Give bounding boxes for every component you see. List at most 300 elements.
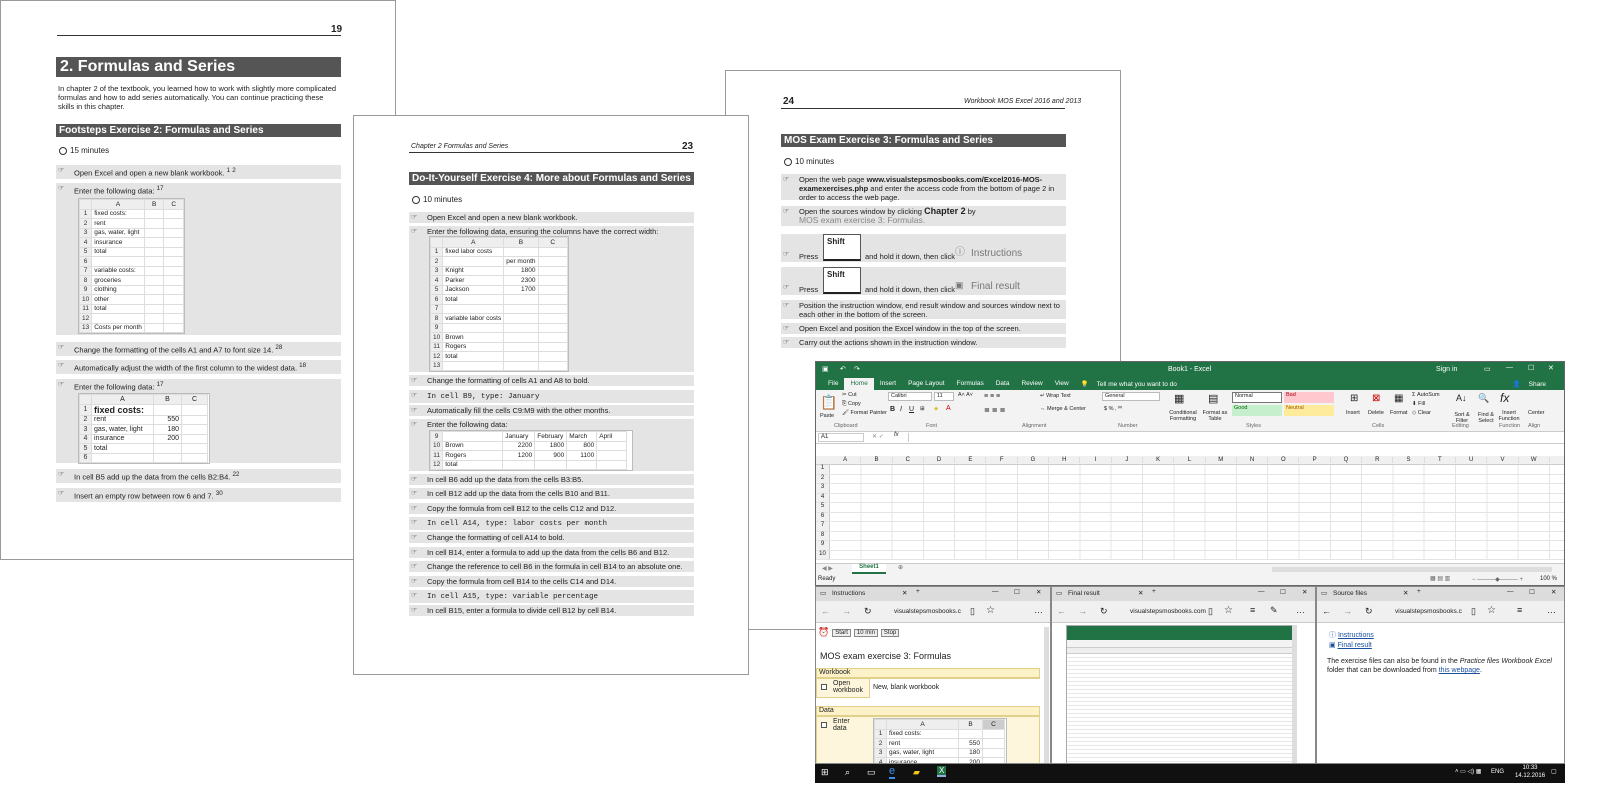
style-normal[interactable]: Normal: [1232, 392, 1282, 403]
fill-button[interactable]: ⬇ Fill: [1412, 401, 1426, 407]
header-rule: [781, 108, 1065, 109]
step-text: Change the formatting of cells A1 and A8 to bold.: [427, 376, 590, 385]
sheet-tab[interactable]: Sheet1: [852, 564, 886, 574]
tab-data[interactable]: Data: [995, 380, 1010, 387]
tell-me-box[interactable]: 💡 Tell me what you want to do: [1075, 378, 1189, 390]
column-header[interactable]: F: [987, 457, 1018, 463]
notifications-icon[interactable]: ▢: [1551, 769, 1557, 775]
paste-icon[interactable]: 📋: [820, 394, 838, 410]
font-color-icon[interactable]: A: [946, 405, 951, 412]
row-number: 7: [431, 304, 443, 314]
style-bad[interactable]: Bad: [1284, 392, 1334, 403]
cell: 800: [567, 441, 597, 451]
style-good[interactable]: Good: [1232, 405, 1282, 416]
info-text: The exercise files can also be found in the: [1327, 658, 1460, 665]
time-indicator: [412, 195, 462, 204]
zoom-slider[interactable]: − ———◆——— +: [1472, 577, 1523, 583]
refresh-icon[interactable]: ↻: [1100, 606, 1108, 616]
address-bar[interactable]: visualstepsmosbooks.c: [1395, 608, 1462, 615]
timer-duration[interactable]: 10 min: [854, 629, 878, 637]
hand-pointer-icon: ☞: [411, 476, 418, 483]
alarm-clock-icon: ⏰: [818, 627, 830, 637]
column-header[interactable]: P: [1300, 457, 1331, 463]
group-label-editing: Editing: [1452, 423, 1469, 429]
font-name-box[interactable]: Calibri: [888, 392, 932, 401]
cell: 900: [535, 451, 567, 461]
column-header[interactable]: R: [1362, 457, 1393, 463]
row-number: 4: [80, 238, 92, 248]
hand-pointer-icon: ☞: [783, 176, 790, 183]
step-text: Open Excel and position the Excel window in the top of the screen.: [799, 324, 1021, 333]
row-header[interactable]: 10: [816, 551, 830, 560]
clear-label: Clear: [1417, 410, 1431, 416]
format-cells-icon[interactable]: ▦: [1394, 393, 1404, 404]
hand-pointer-icon: ☞: [411, 490, 418, 497]
cell: 1700: [504, 285, 538, 295]
column-header[interactable]: E: [955, 457, 986, 463]
step: [409, 390, 694, 403]
row-number: 11: [431, 342, 443, 352]
back-icon[interactable]: ←: [821, 606, 830, 616]
step-text: Carry out the actions shown in the instruction window.: [799, 338, 978, 347]
worksheet-row[interactable]: [816, 465, 1564, 475]
conditional-formatting-icon[interactable]: ▦: [1174, 393, 1185, 405]
status-text: Ready: [818, 576, 836, 582]
currency-icon[interactable]: $ % ‚ ⁰⁰: [1104, 406, 1123, 412]
tab-view[interactable]: View: [1054, 380, 1069, 387]
col-header: C: [182, 395, 208, 405]
sort-icon[interactable]: A↓: [1456, 393, 1467, 403]
hand-pointer-icon: ☞: [58, 167, 65, 174]
hand-pointer-icon: ☞: [58, 344, 65, 351]
horizontal-scrollbar[interactable]: [1272, 567, 1552, 572]
step: [409, 561, 694, 572]
cell: Jackson: [443, 285, 504, 295]
merge-center-button[interactable]: ⇔ Merge & Center: [1040, 406, 1086, 412]
step-text: In cell B14, enter a formula to add up the data from the cells B6 and B12.: [427, 548, 670, 557]
final-result-link[interactable]: Final result: [1337, 642, 1372, 649]
delete-cells-button[interactable]: Delete: [1368, 410, 1384, 416]
insert-cells-button[interactable]: Insert: [1346, 410, 1360, 416]
redo-icon[interactable]: ↷: [854, 366, 860, 373]
tray-icons[interactable]: ˄ ▭ ◁) ▦: [1455, 769, 1482, 775]
column-header[interactable]: A: [830, 457, 861, 463]
note-icon[interactable]: ✎: [1270, 605, 1278, 615]
undo-icon[interactable]: ↶: [840, 366, 846, 373]
column-header[interactable]: I: [1080, 457, 1111, 463]
tab-insert[interactable]: Insert: [879, 380, 897, 387]
column-header[interactable]: M: [1206, 457, 1237, 463]
clock-date: 14.12.2016: [1515, 773, 1546, 779]
close-tab-icon[interactable]: ✕: [1403, 590, 1409, 597]
step-text: and enter the access code from the bottom of page 2 in order to access the web page.: [799, 184, 1055, 202]
more-icon[interactable]: …: [1034, 605, 1043, 615]
favorite-icon[interactable]: ☆: [1487, 605, 1496, 616]
sign-in-link[interactable]: Sign in: [1436, 366, 1458, 373]
step-text: Enter the following data, ensuring the columns have the correct width:: [427, 227, 659, 236]
column-header[interactable]: V: [1487, 457, 1518, 463]
sheet-table: [430, 237, 568, 371]
borders-icon[interactable]: ⊞: [920, 406, 925, 412]
number-format-box[interactable]: General: [1102, 392, 1160, 401]
cell: groceries: [92, 276, 145, 286]
minimize-icon[interactable]: —: [1507, 588, 1514, 595]
tab-title[interactable]: Instructions: [832, 590, 866, 597]
forward-icon[interactable]: →: [1078, 606, 1087, 616]
worksheet-row[interactable]: [816, 503, 1564, 513]
worksheet-row[interactable]: [816, 513, 1564, 523]
row-header[interactable]: 8: [816, 532, 830, 541]
align-left-icon[interactable]: ≣ ≣ ≣: [984, 407, 1006, 414]
close-icon[interactable]: ✕: [1302, 589, 1308, 596]
column-header[interactable]: H: [1049, 457, 1080, 463]
row-number: 6: [80, 453, 92, 463]
row-number: 5: [80, 444, 92, 454]
step-text: In cell B9, type: January: [427, 393, 540, 401]
function-icon[interactable]: fx: [894, 432, 899, 438]
hand-pointer-icon: ☞: [411, 377, 418, 384]
chapter-title: 2. Formulas and Series: [56, 57, 341, 77]
step-text: Automatically fill the cells C9:M9 with the other months.: [427, 406, 611, 415]
hand-pointer-icon: ☞: [411, 563, 418, 570]
column-header[interactable]: B: [861, 457, 892, 463]
minimize-icon[interactable]: —: [1506, 364, 1513, 371]
step: [409, 212, 694, 223]
step-text: Change the reference to cell B6 in the formula in cell B14 to an absolute one.: [427, 562, 683, 571]
page-number: 19: [331, 24, 343, 35]
step-ref: 17: [156, 185, 164, 192]
vertical-scrollbar[interactable]: [1292, 625, 1297, 763]
hand-pointer-icon: ☞: [783, 339, 790, 346]
reading-view-icon[interactable]: ▯: [970, 606, 975, 616]
share-label: Share: [1528, 381, 1546, 388]
cell: Knight: [443, 266, 504, 276]
hand-pointer-icon: ☞: [58, 490, 65, 497]
step: [409, 532, 694, 543]
row-header[interactable]: 5: [816, 503, 830, 512]
step-text: by: [967, 207, 976, 216]
step-text: Insert an empty row between row 6 and 7.: [74, 491, 214, 501]
browser-nav-bar: [1317, 601, 1564, 623]
stop-button[interactable]: Stop: [881, 629, 899, 637]
conditional-formatting-button[interactable]: Conditional Formatting: [1169, 410, 1197, 422]
page-icon: ▭: [1321, 590, 1328, 597]
column-header[interactable]: S: [1393, 457, 1424, 463]
back-icon[interactable]: ←: [1057, 606, 1066, 616]
close-icon[interactable]: ✕: [1551, 589, 1557, 596]
hand-pointer-icon: ☞: [411, 519, 418, 526]
sheet-nav-icon[interactable]: ◀ ▶: [822, 566, 833, 572]
row-header[interactable]: 7: [816, 522, 830, 531]
worksheet-row[interactable]: [816, 551, 1564, 561]
close-icon[interactable]: ✕: [1036, 589, 1042, 596]
edge-icon[interactable]: e: [889, 765, 896, 777]
column-header[interactable]: G: [1018, 457, 1049, 463]
browser-tab-bar: [1052, 587, 1315, 601]
address-bar[interactable]: visualstepsmosbooks.c: [894, 608, 961, 615]
new-tab-icon[interactable]: +: [916, 588, 920, 595]
new-tab-icon[interactable]: +: [1152, 588, 1156, 595]
clear-button[interactable]: ◇ Clear: [1412, 410, 1431, 416]
file-explorer-icon[interactable]: ▰: [913, 767, 920, 777]
hand-pointer-icon: ☞: [411, 592, 418, 599]
source-info-text: [1327, 657, 1559, 675]
tab-title[interactable]: Final result: [1068, 590, 1100, 597]
step-ref: 2: [232, 167, 236, 174]
worksheet-row[interactable]: [816, 494, 1564, 504]
cell: fixed labor costs: [443, 247, 504, 257]
worksheet-row[interactable]: [816, 522, 1564, 532]
format-painter-button[interactable]: 🖌 Format Painter: [842, 410, 887, 416]
close-tab-icon[interactable]: ✕: [1138, 590, 1144, 597]
insert-cells-icon[interactable]: ⊞: [1350, 393, 1359, 404]
step-text: Press: [799, 252, 819, 261]
column-header[interactable]: N: [1237, 457, 1268, 463]
instructions-button: Instructions: [971, 248, 1023, 259]
font-size-box[interactable]: 11: [934, 392, 954, 401]
underline-button[interactable]: U: [909, 406, 915, 413]
formula-input[interactable]: [908, 433, 1560, 442]
col-header: B: [959, 720, 983, 730]
hand-pointer-icon: ☞: [783, 284, 790, 291]
tab-title[interactable]: Source files: [1333, 590, 1367, 597]
column-header[interactable]: J: [1112, 457, 1143, 463]
windows-taskbar: [815, 764, 1565, 783]
column-header[interactable]: O: [1268, 457, 1299, 463]
maximize-icon[interactable]: ☐: [1529, 589, 1535, 596]
worksheet-row[interactable]: [816, 475, 1564, 485]
zoom-level: 100 %: [1540, 576, 1558, 582]
step: [56, 488, 341, 502]
tab-page-layout[interactable]: Page Layout: [908, 380, 945, 387]
cell: other: [92, 295, 145, 305]
forward-icon[interactable]: →: [842, 606, 851, 616]
italic-button[interactable]: I: [900, 406, 902, 413]
delete-cells-icon[interactable]: ⊠: [1372, 393, 1381, 404]
reading-view-icon[interactable]: ▯: [1471, 606, 1476, 616]
step-text: Change the formatting of cell A14 to bold.: [427, 533, 565, 542]
column-header[interactable]: W: [1519, 457, 1550, 463]
instructions-browser: [815, 586, 1051, 764]
add-sheet-icon[interactable]: ⊕: [898, 565, 904, 571]
row-header[interactable]: 6: [816, 513, 830, 522]
ribbon-options-icon[interactable]: ▭: [1484, 366, 1491, 373]
sort-filter-button[interactable]: Sort & Filter: [1454, 412, 1470, 424]
more-icon[interactable]: …: [1547, 605, 1556, 615]
grow-font-icon[interactable]: A˄ A˅: [958, 392, 973, 398]
col-header: C: [983, 720, 1005, 730]
column-header[interactable]: Q: [1331, 457, 1362, 463]
done-checkbox[interactable]: [821, 722, 827, 728]
autosum-button[interactable]: Σ AutoSum: [1412, 392, 1440, 398]
refresh-icon[interactable]: ↻: [864, 606, 872, 616]
address-bar[interactable]: visualstepsmosbooks.com: [1130, 608, 1206, 615]
format-as-table-button[interactable]: Format as Table: [1202, 410, 1228, 422]
paste-button[interactable]: Paste: [820, 413, 835, 419]
language-indicator[interactable]: ENG: [1491, 769, 1505, 775]
step-text: Automatically adjust the width of the first column to the widest data.: [74, 363, 298, 373]
refresh-icon[interactable]: ↻: [1365, 606, 1373, 616]
clock-icon: [412, 196, 420, 204]
column-header[interactable]: C: [893, 457, 924, 463]
browser-tab-bar: [816, 587, 1050, 601]
worksheet-grid[interactable]: [816, 456, 1564, 560]
row-header[interactable]: 4: [816, 494, 830, 503]
copy-label: Copy: [847, 401, 861, 407]
share-button[interactable]: 👤 Share: [1507, 378, 1558, 390]
find-select-button[interactable]: Find & Select: [1478, 412, 1494, 424]
start-button[interactable]: Start: [832, 629, 851, 637]
worksheet-row[interactable]: [816, 532, 1564, 542]
column-header[interactable]: K: [1143, 457, 1174, 463]
thumb-grid: [1067, 654, 1295, 764]
page-header: Chapter 2 Formulas and Series: [411, 143, 509, 150]
excel-taskbar-icon[interactable]: X: [939, 766, 945, 775]
instructions-link[interactable]: Instructions: [1337, 632, 1374, 639]
bold-button[interactable]: B: [890, 406, 896, 413]
webpage-link[interactable]: this webpage: [1438, 667, 1480, 674]
row-header[interactable]: 3: [816, 484, 830, 493]
cell: 550: [154, 415, 182, 425]
close-icon[interactable]: ✕: [1548, 365, 1554, 372]
fill-color-icon[interactable]: ◈: [934, 406, 939, 412]
sample-sheet-months: [429, 430, 633, 471]
final-result-button: Final result: [971, 281, 1020, 292]
minimize-icon[interactable]: —: [1258, 588, 1265, 595]
vertical-scrollbar[interactable]: [1044, 627, 1049, 763]
clock[interactable]: [1515, 764, 1545, 780]
cell: total: [92, 304, 145, 314]
copy-button[interactable]: ⎘ Copy: [842, 401, 861, 407]
center-button[interactable]: Center: [1528, 410, 1545, 416]
reading-view-icon[interactable]: ▯: [1208, 606, 1213, 616]
step: [781, 174, 1066, 200]
worksheet-row[interactable]: [816, 484, 1564, 494]
maximize-icon[interactable]: ☐: [1528, 365, 1535, 372]
row-number: 2: [431, 257, 443, 267]
step: [409, 474, 694, 485]
row-header[interactable]: 2: [816, 475, 830, 484]
view-normal-icon[interactable]: ▦ ▤ ▥: [1430, 576, 1451, 582]
cell: 2200: [503, 441, 535, 451]
row-number: 13: [80, 323, 92, 333]
maximize-icon[interactable]: ☐: [1014, 589, 1020, 596]
tab-file[interactable]: File: [828, 380, 839, 387]
column-header[interactable]: U: [1456, 457, 1487, 463]
insert-function-icon[interactable]: fx: [1500, 391, 1510, 405]
find-icon[interactable]: 🔍: [1478, 393, 1490, 403]
more-icon[interactable]: …: [1296, 605, 1305, 615]
style-neutral[interactable]: Neutral: [1284, 405, 1334, 416]
insert-function-button[interactable]: Insert Function: [1498, 410, 1520, 422]
format-table-icon[interactable]: ▤: [1208, 393, 1219, 405]
close-tab-icon[interactable]: ✕: [902, 590, 908, 597]
task-view-icon[interactable]: ▭: [867, 767, 876, 777]
step-text: In cell B5 add up the data from the cells B2:B4.: [74, 472, 231, 482]
fill-label: Fill: [1418, 401, 1426, 407]
formula-cancel-icon[interactable]: ✕ ✓: [872, 434, 884, 440]
cell: 1800: [504, 266, 538, 276]
page-number: 24: [783, 96, 795, 107]
workbook-section-header: Workbook: [816, 668, 1040, 678]
step: [409, 517, 694, 530]
row-number: 4: [875, 758, 887, 765]
cell: rent: [92, 415, 154, 425]
step-text: Open Excel and open a new blank workbook.: [427, 213, 578, 222]
tab-home[interactable]: Home: [844, 378, 873, 390]
worksheet-row[interactable]: [816, 541, 1564, 551]
cell: insurance: [887, 758, 959, 765]
hand-pointer-icon: ☞: [411, 534, 418, 541]
exercise-title: MOS exam exercise 3: Formulas: [820, 651, 952, 661]
header-rule: [57, 35, 341, 36]
row-header[interactable]: 9: [816, 541, 830, 550]
start-icon[interactable]: ⊞: [821, 767, 829, 777]
minimize-icon[interactable]: —: [992, 588, 999, 595]
row-number: 3: [431, 266, 443, 276]
cell: 200: [959, 758, 983, 765]
cut-button[interactable]: ✂ Cut: [842, 392, 857, 398]
tab-formulas[interactable]: Formulas: [956, 380, 984, 387]
row-number: 11: [80, 304, 92, 314]
step-text: In cell A14, type: labor costs per month: [427, 520, 608, 528]
hand-pointer-icon: ☞: [411, 607, 418, 614]
align-top-icon[interactable]: ≡ ≡ ≡: [984, 393, 1001, 400]
done-checkbox[interactable]: [821, 684, 827, 690]
format-cells-button[interactable]: Format: [1390, 410, 1408, 416]
row-number: 6: [80, 257, 92, 267]
group-label-function: Function: [1499, 423, 1521, 429]
maximize-icon[interactable]: ☐: [1280, 589, 1286, 596]
chapter-intro: In chapter 2 of the textbook, you learned how to work with slightly more complicated formulas and how to add series automatically. You can continue practicing these skills in this chapter.: [58, 84, 337, 111]
info-icon: ⓘ: [955, 247, 965, 258]
final-result-thumbnail: [1066, 625, 1296, 764]
wrap-text-label: Wrap Text: [1046, 393, 1071, 399]
group-label-clipboard: Clipboard: [834, 423, 858, 429]
step: [781, 300, 1066, 319]
column-header[interactable]: L: [1174, 457, 1205, 463]
new-tab-icon[interactable]: +: [1417, 588, 1421, 595]
col-header: A: [92, 395, 154, 405]
column-header[interactable]: T: [1425, 457, 1456, 463]
hand-pointer-icon: ☞: [783, 251, 790, 258]
forward-icon[interactable]: →: [1343, 606, 1352, 616]
wrap-text-button[interactable]: ↵ Wrap Text: [1040, 393, 1071, 399]
step: [409, 375, 694, 386]
clock-icon: [784, 158, 792, 166]
hub-icon[interactable]: ≡: [1517, 605, 1523, 615]
hand-pointer-icon: ☞: [411, 214, 418, 221]
hub-icon[interactable]: ≡: [1250, 605, 1256, 615]
favorite-icon[interactable]: ☆: [986, 605, 995, 616]
workbook-page-19: [0, 0, 396, 560]
timer-controls: [818, 627, 899, 638]
row-header[interactable]: 1: [816, 465, 830, 474]
tab-review[interactable]: Review: [1021, 380, 1043, 387]
save-icon[interactable]: ▣: [822, 366, 829, 373]
group-label-styles: Styles: [1246, 423, 1261, 429]
search-icon[interactable]: ⌕: [845, 767, 851, 777]
row-number: 3: [80, 228, 92, 238]
name-box[interactable]: A1: [818, 433, 864, 442]
back-icon[interactable]: ←: [1322, 606, 1331, 616]
cut-label: Cut: [848, 392, 857, 398]
info-text: folder that can be downloaded from: [1327, 667, 1439, 674]
column-header[interactable]: D: [924, 457, 955, 463]
favorite-icon[interactable]: ☆: [1224, 605, 1233, 616]
page-number: 23: [682, 141, 694, 152]
section-title: Do-It-Yourself Exercise 4: More about Formulas and Series: [409, 172, 694, 185]
